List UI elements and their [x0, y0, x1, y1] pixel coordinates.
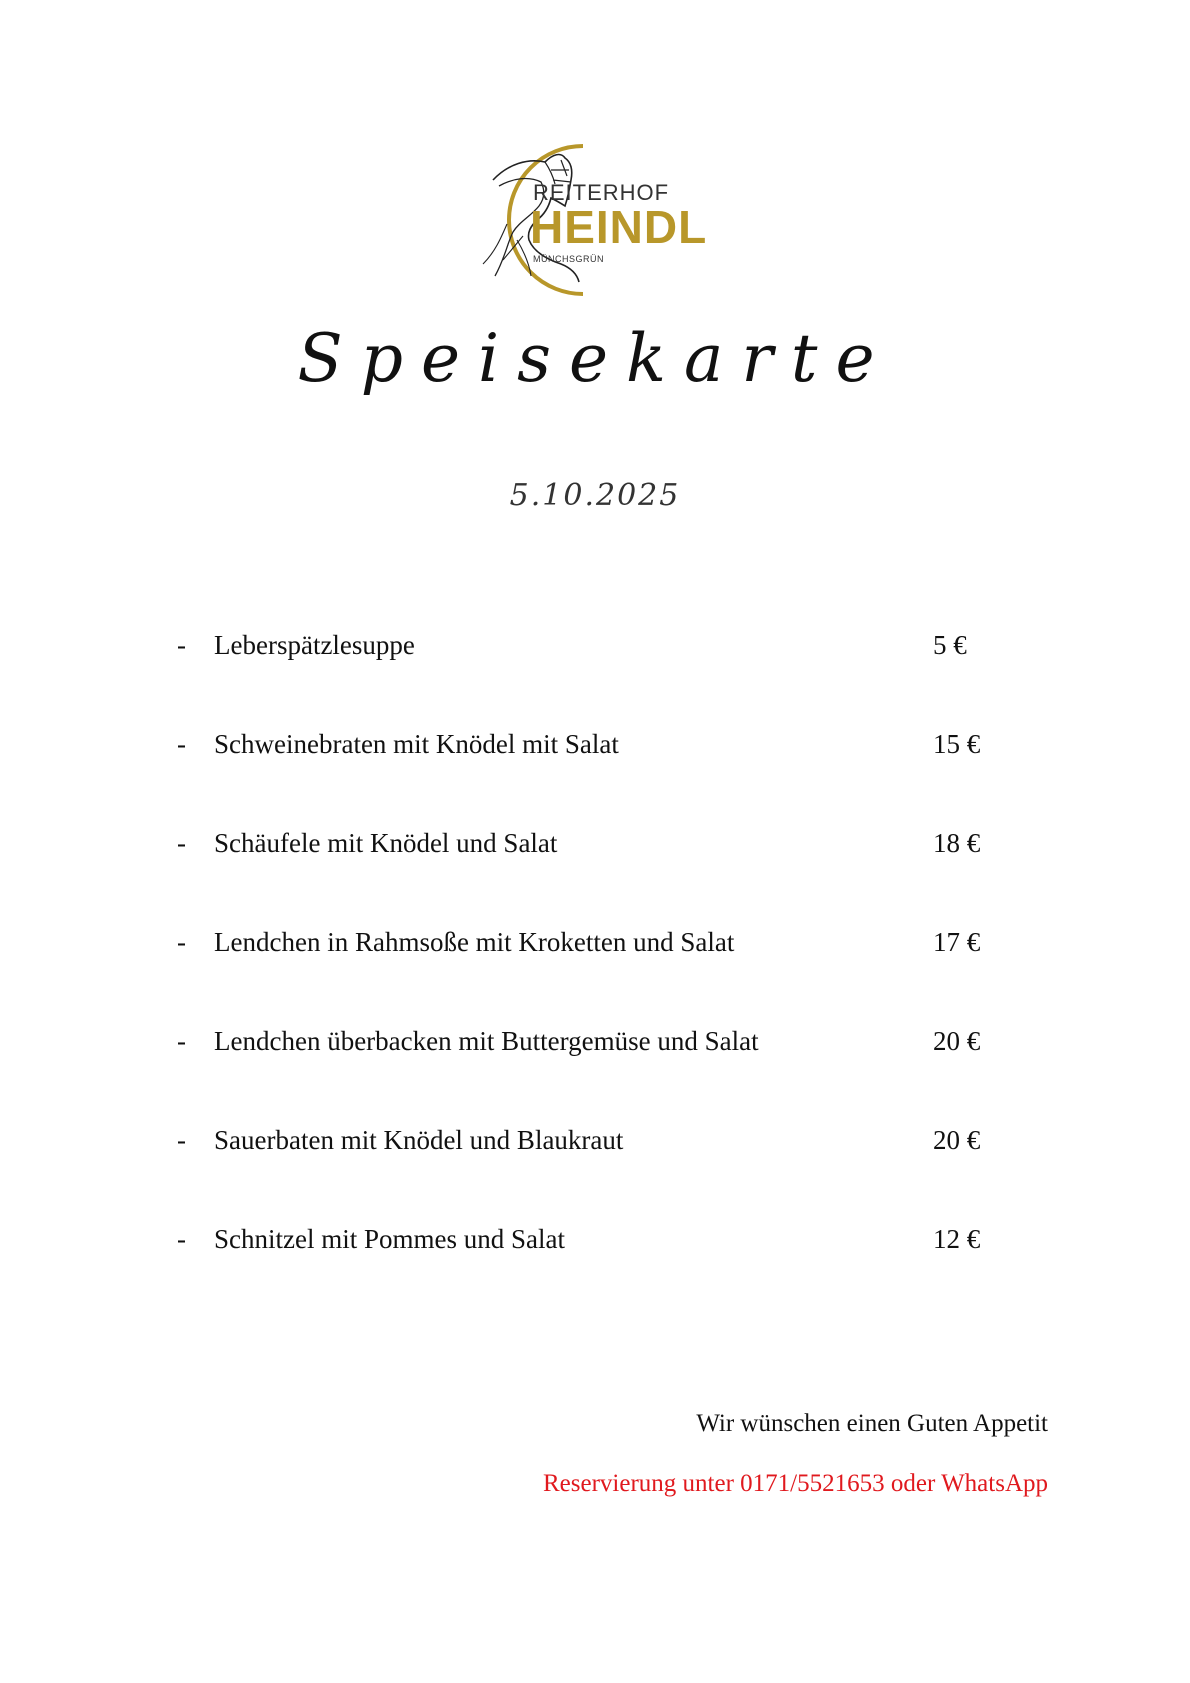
menu-item-price: 20 € — [933, 1026, 981, 1056]
menu-item — [0, 828, 1190, 868]
menu-item-price: 15 € — [933, 729, 981, 759]
page-title: Speisekarte — [297, 320, 893, 397]
menu-item-bullet: - — [177, 927, 186, 957]
menu-item — [0, 927, 1190, 967]
menu-item-price: 17 € — [933, 927, 981, 957]
menu-item-bullet: - — [177, 729, 186, 759]
menu-item-bullet: - — [177, 630, 186, 660]
logo-heindl-text: HEINDL — [530, 201, 708, 253]
menu-item-price: 20 € — [933, 1125, 981, 1155]
menu-item-name: Schweinebraten mit Knödel mit Salat — [214, 729, 619, 759]
logo-place-text: MÜNCHSGRÜN — [533, 254, 604, 264]
menu-item — [0, 1125, 1190, 1165]
logo-reiterhof-text: REITERHOF — [533, 180, 670, 205]
menu-item-bullet: - — [177, 1026, 186, 1056]
reservation-note: Reservierung unter 0171/5521653 oder WhatsApp — [543, 1470, 1048, 1497]
menu-item-name: Lendchen überbacken mit Buttergemüse und Salat — [214, 1026, 759, 1056]
menu-item-price: 18 € — [933, 828, 981, 858]
menu-date: 5.10.2025 — [509, 478, 681, 513]
menu-item-bullet: - — [177, 828, 186, 858]
menu-item-bullet: - — [177, 1125, 186, 1155]
menu-item-bullet: - — [177, 1224, 186, 1254]
menu-item-name: Schäufele mit Knödel und Salat — [214, 828, 558, 858]
menu-item — [0, 1026, 1190, 1066]
menu-item-price: 5 € — [933, 630, 967, 660]
menu-item-name: Lendchen in Rahmsoße mit Kroketten und Salat — [214, 927, 735, 957]
menu-item-name: Schnitzel mit Pommes und Salat — [214, 1224, 565, 1254]
menu-item — [0, 729, 1190, 769]
closing-wish: Wir wünschen einen Guten Appetit — [696, 1410, 1048, 1437]
menu-item-name: Leberspätzlesuppe — [214, 630, 415, 660]
menu-item — [0, 1224, 1190, 1264]
menu-item — [0, 630, 1190, 670]
menu-item-name: Sauerbaten mit Knödel und Blaukraut — [214, 1125, 624, 1155]
reiterhof-heindl-logo — [433, 140, 753, 300]
menu-item-price: 12 € — [933, 1224, 981, 1254]
